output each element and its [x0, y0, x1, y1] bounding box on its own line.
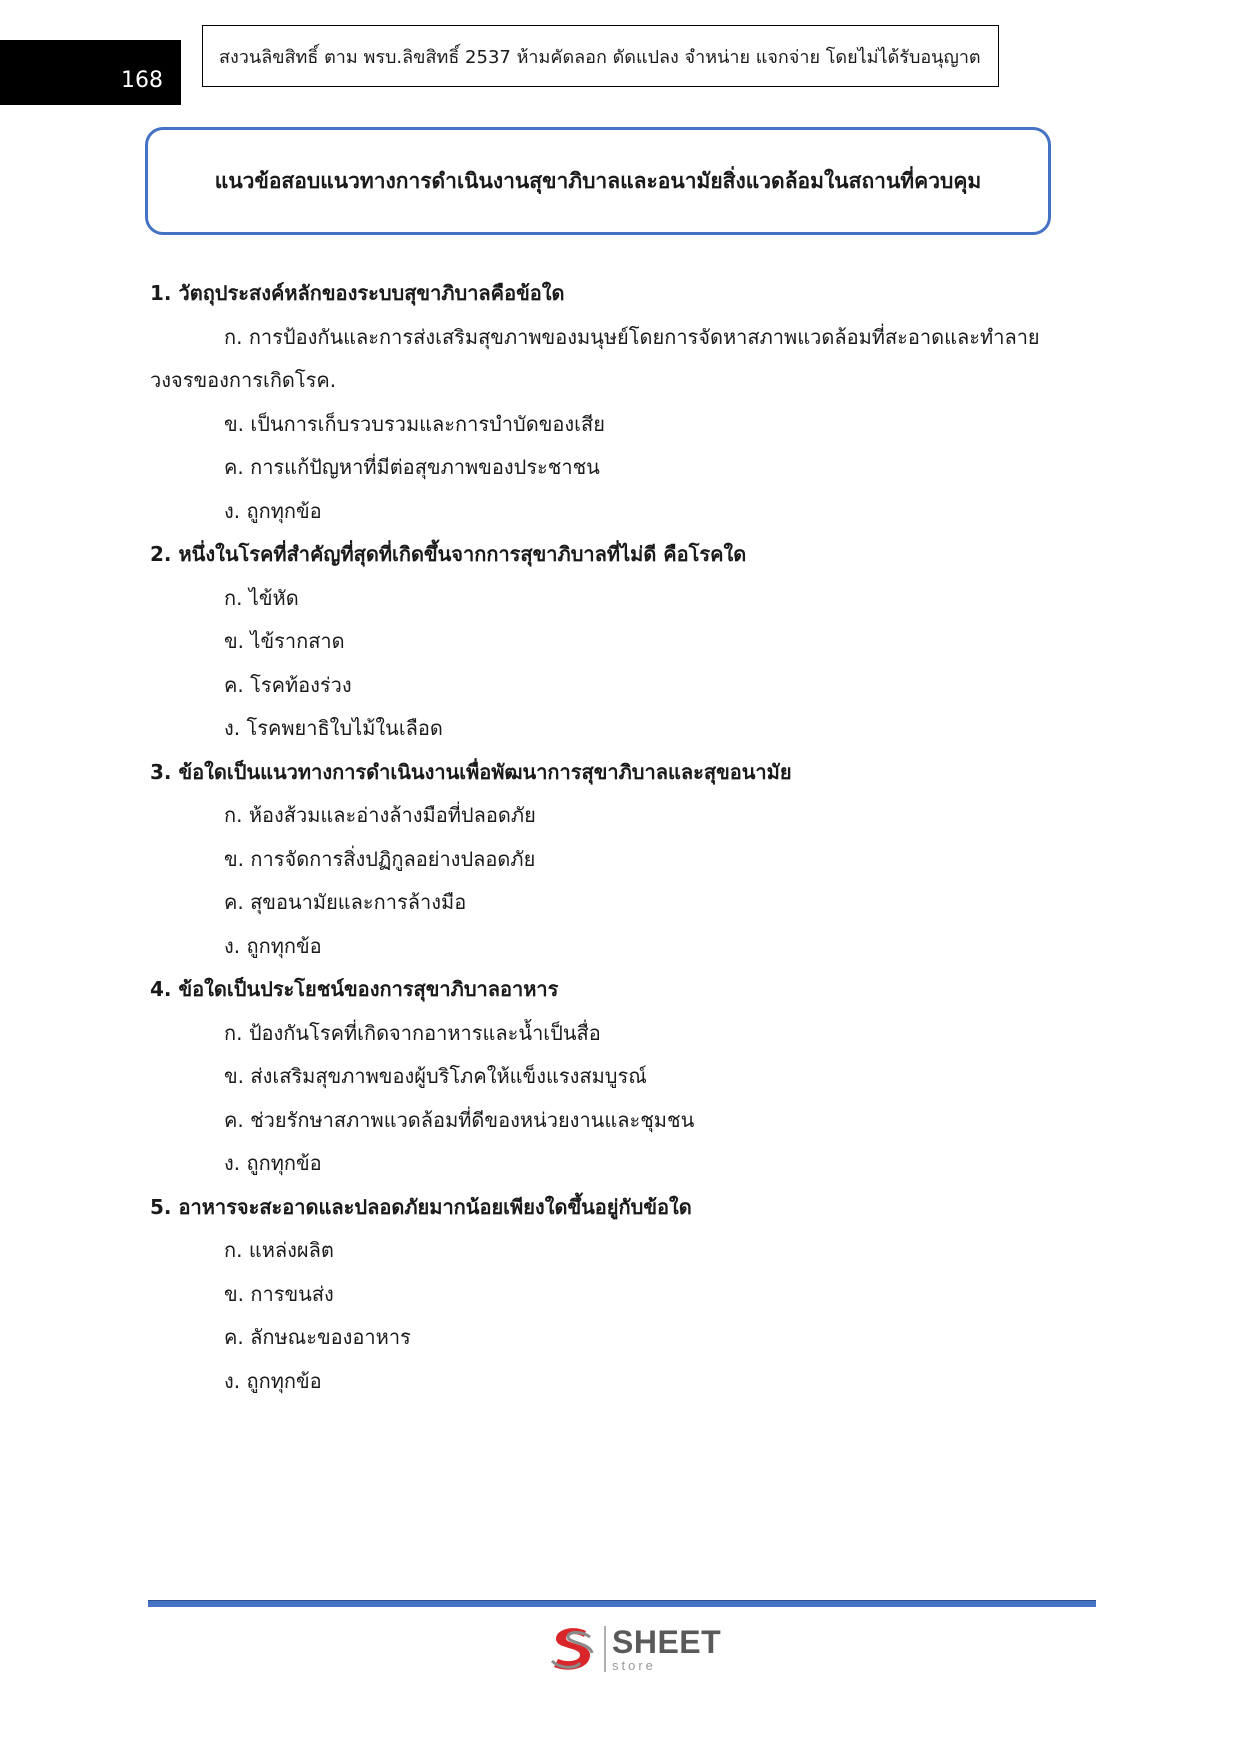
option-d: ง. ถูกทุกข้อ — [224, 498, 322, 523]
sheet-store-logo-icon — [546, 1623, 598, 1675]
option-d: ง. ถูกทุกข้อ — [224, 1151, 322, 1175]
option-c: ค. สุขอนามัยและการล้างมือ — [224, 890, 467, 914]
option-b: ข. ส่งเสริมสุขภาพของผู้บริโภคให้แข็งแรงสมบูรณ์ — [224, 1064, 647, 1088]
copyright-notice-box — [202, 25, 999, 87]
option-a: ก. ไข้หัด — [224, 585, 299, 610]
title-box — [145, 127, 1051, 235]
option-a: ก. การป้องกันและการส่งเสริมสุขภาพของมนุษย์โดยการจัดหาสภาพแวดล้อมที่สะอาดและทำลายวงจรของการเกิดโรค. — [150, 324, 1040, 392]
option-c: ค. ช่วยรักษาสภาพแวดล้อมที่ดีของหน่วยงานและชุมชน — [224, 1107, 695, 1132]
question-block — [150, 533, 1080, 751]
question-block — [150, 968, 1080, 1186]
option-c: ค. โรคท้องร่วง — [224, 672, 352, 697]
copyright-notice: สงวนลิขสิทธิ์ ตาม พรบ.ลิขสิทธิ์ 2537 ห้ามคัดลอก ดัดแปลง จำหน่าย แจกจ่าย โดยไม่ได้รับอนุญาต — [219, 46, 981, 68]
logo-word: SHEET — [612, 1624, 722, 1660]
option-a: ก. แหล่งผลิต — [224, 1238, 334, 1262]
option-d: ง. ถูกทุกข้อ — [224, 1368, 322, 1393]
option-b: ข. เป็นการเก็บรวบรวมและการบำบัดของเสีย — [224, 411, 605, 436]
page-number-block — [0, 40, 181, 105]
footer-divider — [148, 1600, 1096, 1607]
question-text: 2. หนึ่งในโรคที่สำคัญที่สุดที่เกิดขึ้นจากการสุขาภิบาลที่ไม่ดี คือโรคใด — [150, 542, 747, 566]
option-c: ค. การแก้ปัญหาที่มีต่อสุขภาพของประชาชน — [224, 455, 600, 479]
logo-subword: store — [612, 1658, 656, 1673]
page-title: แนวข้อสอบแนวทางการดำเนินงานสุขาภิบาลและอนามัยสิ่งแวดล้อมในสถานที่ควบคุม — [214, 168, 982, 193]
option-b: ข. การจัดการสิ่งปฏิกูลอย่างปลอดภัย — [224, 846, 536, 871]
question-block — [150, 751, 1080, 969]
logo-divider — [604, 1626, 606, 1672]
logo-text — [612, 1626, 721, 1672]
question-text: 1. วัตถุประสงค์หลักของระบบสุขาภิบาลคือข้อใด — [150, 281, 565, 305]
option-d: ง. ถูกทุกข้อ — [224, 933, 322, 958]
option-a: ก. ป้องกันโรคที่เกิดจากอาหารและน้ำเป็นสื่อ — [224, 1020, 601, 1045]
option-a: ก. ห้องส้วมและอ่างล้างมือที่ปลอดภัย — [224, 803, 536, 827]
option-d: ง. โรคพยาธิใบไม้ในเลือด — [224, 716, 443, 740]
option-b: ข. ไข้รากสาด — [224, 629, 345, 653]
question-block — [150, 272, 1080, 533]
page-number: 168 — [121, 68, 163, 93]
question-text: 5. อาหารจะสะอาดและปลอดภัยมากน้อยเพียงใดขึ้นอยู่กับข้อใด — [150, 1194, 692, 1219]
sheet-store-logo — [546, 1618, 721, 1680]
question-list — [150, 272, 1080, 1403]
question-text: 3. ข้อใดเป็นแนวทางการดำเนินงานเพื่อพัฒนาการสุขาภิบาลและสุขอนามัย — [150, 759, 792, 784]
question-text: 4. ข้อใดเป็นประโยชน์ของการสุขาภิบาลอาหาร — [150, 977, 559, 1001]
option-b: ข. การขนส่ง — [224, 1281, 334, 1306]
question-block — [150, 1186, 1080, 1404]
option-c: ค. ลักษณะของอาหาร — [224, 1325, 411, 1349]
